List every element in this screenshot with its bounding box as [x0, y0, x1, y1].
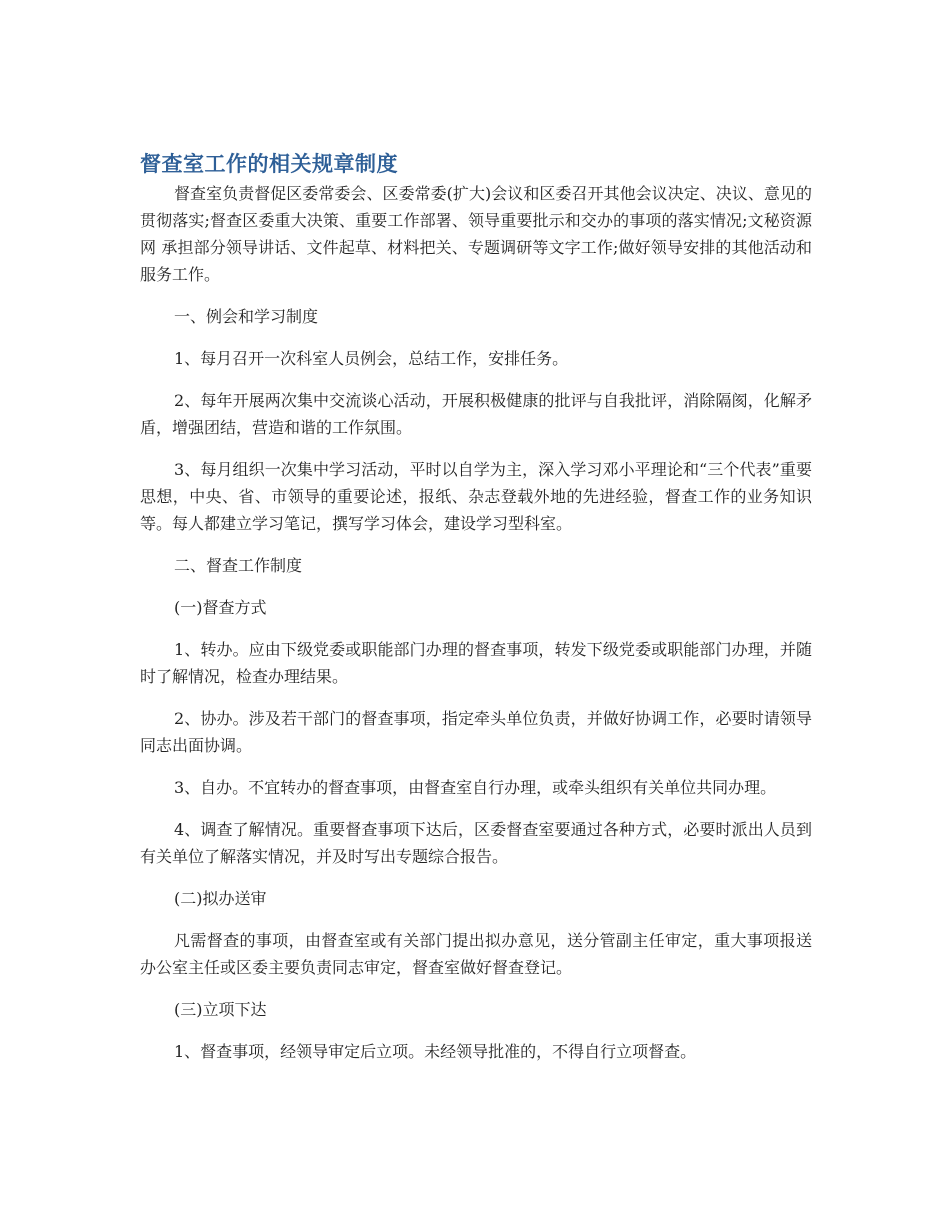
paragraph: 3、自办。不宜转办的督查事项，由督查室自行办理，或牵头组织有关单位共同办理。 [174, 778, 777, 797]
subsection-heading: (三)立项下达 [174, 1000, 267, 1019]
paragraph: 凡需督查的事项，由督查室或有关部门提出拟办意见，送分管副主任审定，重大事项报送办公室主任或区委主要负责同志审定，督查室做好督查登记。 [140, 931, 812, 977]
paragraph: 1、督查事项，经领导审定后立项。未经领导批准的，不得自行立项督查。 [174, 1042, 697, 1061]
section-heading-2: 二、督查工作制度 [174, 556, 303, 575]
paragraph: 1、每月召开一次科室人员例会，总结工作，安排任务。 [174, 349, 569, 368]
paragraph: 2、协办。涉及若干部门的督查事项，指定牵头单位负责，并做好协调工作，必要时请领导同志出面协调。 [140, 709, 812, 755]
paragraph: 4、调查了解情况。重要督查事项下达后，区委督查室要通过各种方式，必要时派出人员到有关单位了解落实情况，并及时写出专题综合报告。 [140, 820, 812, 866]
subsection-heading: (一)督查方式 [174, 598, 267, 617]
section-heading-1: 一、例会和学习制度 [174, 307, 319, 326]
intro-paragraph: 督查室负责督促区委常委会、区委常委(扩大)会议和区委召开其他会议决定、决议、意见的贯彻落实;督查区委重大决策、重要工作部署、领导重要批示和交办的事项的落实情况;文秘资源网 承担部分领导讲话、文件起草、材料把关、专题调研等文字工作;做好领导安排的其他活动和服务工作。 [140, 184, 812, 284]
paragraph: 1、转办。应由下级党委或职能部门办理的督查事项，转发下级党委或职能部门办理，并随时了解情况，检查办理结果。 [140, 640, 812, 686]
document-page [140, 148, 812, 1080]
document-title: 督查室工作的相关规章制度 [140, 152, 398, 176]
paragraph: 2、每年开展两次集中交流谈心活动，开展积极健康的批评与自我批评，消除隔阂，化解矛盾，增强团结，营造和谐的工作氛围。 [140, 391, 812, 437]
subsection-heading: (二)拟办送审 [174, 889, 267, 908]
paragraph: 3、每月组织一次集中学习活动，平时以自学为主，深入学习邓小平理论和“三个代表”重要思想，中央、省、市领导的重要论述，报纸、杂志登载外地的先进经验，督查工作的业务知识等。每人都建立学习笔记，撰写学习体会，建设学习型科室。 [140, 460, 812, 533]
